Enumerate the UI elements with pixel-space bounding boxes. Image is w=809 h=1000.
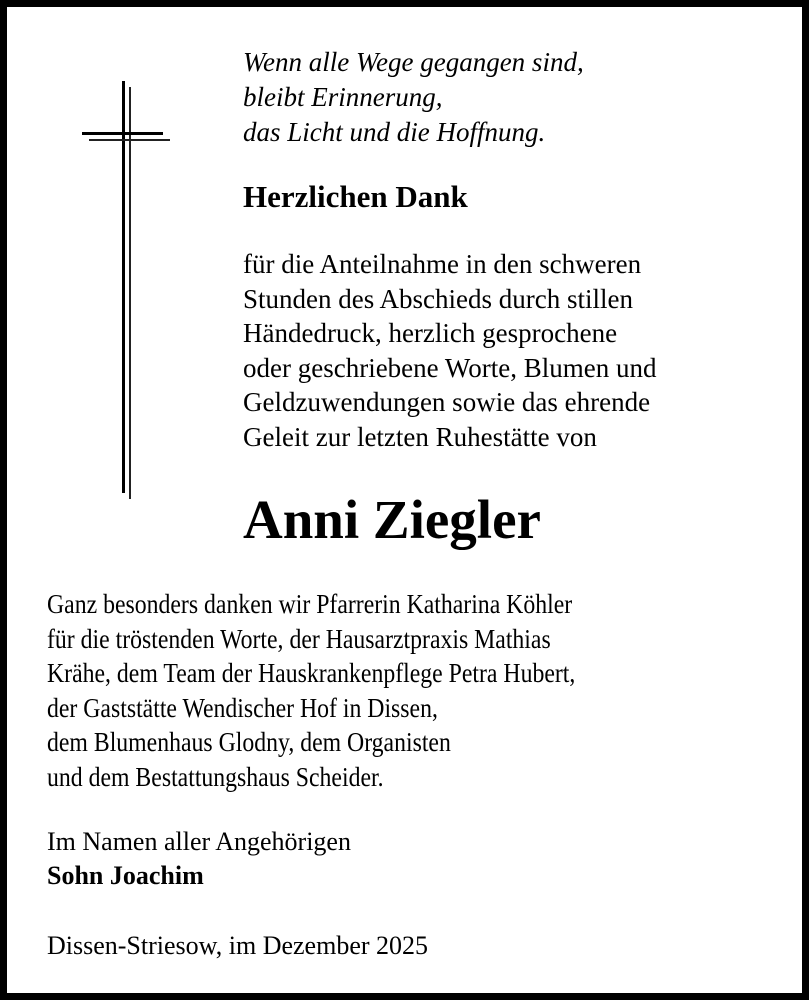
special-thanks-line: Krähe, dem Team der Hauskrankenpflege Petra Hubert, (47, 658, 576, 688)
motto-line: bleibt Erinnerung, (243, 82, 443, 112)
motto-line: Wenn alle Wege gegangen sind, (243, 47, 584, 77)
motto-verse (243, 45, 584, 150)
thanks-body-line: Geldzuwendungen sowie das ehrende (243, 387, 651, 417)
special-thanks-line: für die tröstenden Worte, der Hausarztpraxis Mathias (47, 623, 551, 654)
special-thanks-line: dem Blumenhaus Glodny, dem Organisten (47, 727, 451, 757)
special-thanks-line: der Gaststätte Wendischer Hof in Dissen, (47, 692, 438, 723)
thanks-body-line: für die Anteilnahme in den schweren (243, 249, 642, 279)
special-thanks-paragraph (47, 587, 575, 794)
special-thanks-line: Ganz besonders danken wir Pfarrerin Katharina Köhler (47, 589, 573, 619)
deceased-name: Anni Ziegler (243, 489, 541, 550)
signature-name: Sohn Joachim (47, 861, 204, 890)
thanks-body (243, 247, 656, 454)
thanks-body-line: Händedruck, herzlich gesprochene (243, 318, 618, 348)
thanks-title: Herzlichen Dank (243, 179, 468, 214)
place-date: Dissen-Striesow, im Dezember 2025 (47, 931, 429, 960)
motto-line: das Licht und die Hoffnung. (243, 117, 546, 147)
signature-block (47, 825, 351, 893)
special-thanks-line: und dem Bestattungshaus Scheider. (47, 761, 384, 792)
obituary-card (7, 7, 802, 993)
thanks-body-line: oder geschriebene Worte, Blumen und (243, 352, 657, 383)
thanks-body-line: Geleit zur letzten Ruhestätte von (243, 421, 597, 452)
thanks-body-line: Stunden des Abschieds durch stillen (243, 283, 633, 314)
signature-intro: Im Namen aller Angehörigen (47, 827, 351, 856)
